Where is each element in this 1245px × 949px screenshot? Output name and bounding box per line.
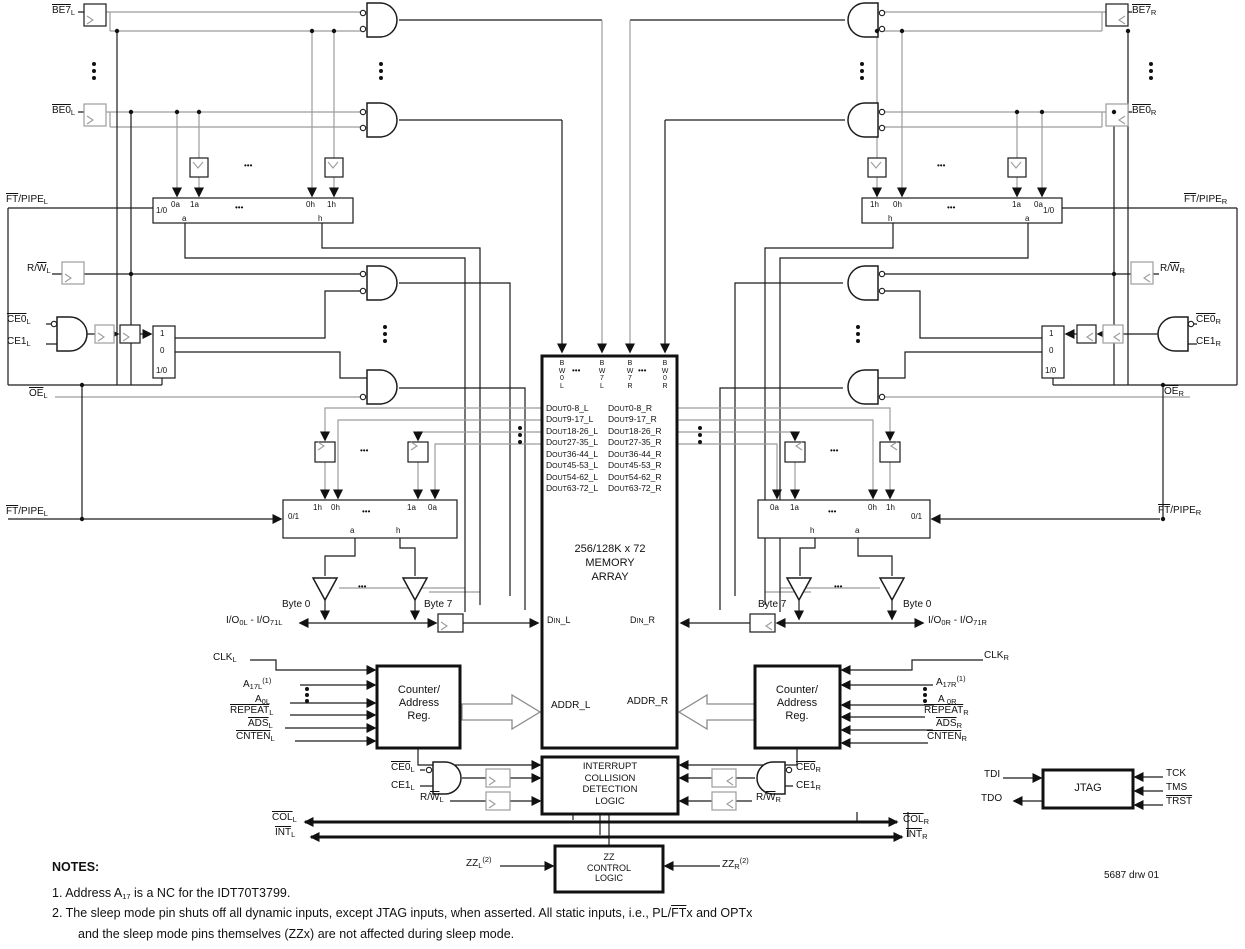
- reg-port: •••: [235, 203, 244, 212]
- intr-label: $\overline{INT}_R$: [906, 829, 928, 841]
- byte7-left-label: Byte 7: [424, 599, 453, 610]
- counter-left-text: Counter/ Address Reg.: [397, 684, 441, 722]
- note-1: 1. Address A17 is a NC for the IDT70T3799.: [52, 886, 291, 901]
- dout-row: DOUT63-72_R: [608, 483, 662, 493]
- memory-array-title: 256/128K x 72 MEMORY ARRAY: [574, 543, 646, 583]
- addr-r-label: ADDR_R: [627, 696, 669, 707]
- note-2-line-2: and the sleep mode pins themselves (ZZx) are not affected during sleep mode.: [78, 927, 515, 941]
- zzr-label: $ZZ_R^{(2)}$: [722, 856, 749, 871]
- mux-port: 0: [1049, 346, 1054, 355]
- ce0r-int-label: $CE0_R$: [796, 762, 821, 774]
- dout-row: DOUT18-26_L: [546, 426, 599, 436]
- ce1l-int-label: $CE1_L$: [391, 780, 415, 792]
- clkl-label: $CLK_L$: [213, 652, 237, 664]
- tri-dots-left: •••: [358, 582, 367, 591]
- be7l-label: $BE7_L$: [52, 5, 76, 17]
- reg-port: a: [1025, 214, 1030, 223]
- ce0l-label: $CE0_L$: [7, 314, 31, 326]
- cntenl-label: $CNTEN_L$: [236, 731, 275, 743]
- reg-port: h: [318, 214, 323, 223]
- mux-port: 1: [1049, 329, 1054, 338]
- reg-port: 0h: [868, 503, 877, 512]
- reg-port: h: [810, 526, 815, 535]
- reg-port: 1h: [886, 503, 895, 512]
- vbox-dots-right: •••: [937, 161, 946, 170]
- dout-row: DOUT0-8_R: [608, 403, 653, 413]
- bw7r-label: B W 7 R: [626, 360, 634, 390]
- ft-pipel-bottom-label: $\overline{FT}/PIPE_L$: [6, 506, 48, 518]
- mux-port: 1/0: [156, 366, 168, 375]
- be7r-label: $BE7_R$: [1132, 5, 1157, 17]
- dout-row: DOUT45-53_R: [608, 460, 662, 470]
- addr-l-label: ADDR_L: [551, 700, 591, 711]
- bw-dots-left: •••: [572, 366, 581, 375]
- dout-row: DOUT54-62_L: [546, 472, 599, 482]
- reg-port: 1a: [190, 200, 199, 209]
- reg-port: •••: [828, 507, 837, 516]
- reg-port: 0h: [306, 200, 315, 209]
- bw0l-label: B W 0 L: [558, 360, 566, 390]
- reg-port: 0/1: [911, 512, 923, 521]
- reg-port: 0a: [1034, 200, 1043, 209]
- repeatl-label: $REPEAT_L$: [230, 705, 274, 717]
- mux-port: 1: [160, 329, 165, 338]
- mux-port: 1/0: [1045, 366, 1057, 375]
- din-r-label: DIN_R: [630, 615, 656, 625]
- rwl-label: $R/\overline{W}_L$: [27, 263, 51, 275]
- dout-row: DOUT27-35_R: [608, 437, 662, 447]
- readlatch-dots-right: •••: [830, 446, 839, 455]
- din-l-label: DIN_L: [547, 615, 571, 625]
- bw-dots-right: •••: [638, 366, 647, 375]
- dout-row: DOUT54-62_R: [608, 472, 662, 482]
- tri-dots-right: •••: [834, 582, 843, 591]
- tck-label: TCK: [1166, 768, 1186, 779]
- reg-port: •••: [947, 203, 956, 212]
- oer-label: $\overline{OE}_R$: [1164, 386, 1184, 398]
- reg-port: 0h: [331, 503, 340, 512]
- bw0r-label: B W 0 R: [661, 360, 669, 390]
- zz-control-text: ZZ CONTROL LOGIC: [586, 852, 631, 883]
- mux-port: 0: [160, 346, 165, 355]
- trst-label: TRST: [1166, 796, 1193, 807]
- reg-port: •••: [362, 507, 371, 516]
- reg-port: h: [888, 214, 893, 223]
- reg-port: 1a: [790, 503, 799, 512]
- reg-port: 1h: [870, 200, 879, 209]
- byte0-left-label: Byte 0: [282, 599, 311, 610]
- drawing-number: 5687 drw 01: [1104, 870, 1160, 881]
- reg-port: 0h: [893, 200, 902, 209]
- reg-port: 1a: [1012, 200, 1021, 209]
- io-right-label: $I/O_{0R} - I/O_{71R}$: [928, 615, 987, 627]
- adsr-label: $\overline{ADS}_R$: [936, 718, 962, 730]
- a17r-label: $A_{17R}^{(1)}$: [936, 674, 966, 689]
- note-2-line-1: 2. The sleep mode pin shuts off all dynamic inputs, except JTAG inputs, when asserted. All static inputs, i.e., $PL/\overline{FT}x$ and OPTx: [52, 906, 753, 920]
- ce0l-int-label: $CE0_L$: [391, 762, 415, 774]
- reg-port: a: [182, 214, 187, 223]
- rwl-int-label: $R/\overline{W}_L$: [420, 792, 444, 804]
- coll-label: $\overline{COL}_L$: [272, 812, 297, 824]
- reg-port: 1h: [327, 200, 336, 209]
- ft-pipel-top-label: $\overline{FT}/PIPE_L$: [6, 194, 48, 206]
- dout-row: DOUT18-26_R: [608, 426, 662, 436]
- zzl-label: $ZZ_L^{(2)}$: [466, 855, 492, 870]
- be0r-label: $BE0_R$: [1132, 105, 1157, 117]
- colr-label: $\overline{COL}_R$: [903, 814, 929, 826]
- dout-row: DOUT9-17_R: [608, 414, 657, 424]
- ce0r-label: $CE0_R$: [1196, 314, 1221, 326]
- bw7l-label: B W 7 L: [598, 360, 606, 390]
- a0r-label: A $_{0R}$: [938, 694, 957, 706]
- intl-label: $\overline{INT}_L$: [275, 827, 296, 839]
- interrupt-text: INTERRUPT COLLISION DETECTION LOGIC: [582, 761, 638, 807]
- dout-row: DOUT27-35_L: [546, 437, 599, 447]
- dout-row: DOUT0-8_L: [546, 403, 589, 413]
- ce1r-label: $CE1_R$: [1196, 336, 1221, 348]
- dout-row: DOUT9-17_L: [546, 414, 594, 424]
- ce1r-int-label: $CE1_R$: [796, 780, 821, 792]
- tdi-label: TDI: [984, 769, 1001, 780]
- ft-piper-top-label: $\overline{FT}/PIPE_R$: [1184, 194, 1228, 206]
- ft-piper-bottom-label: $\overline{FT}/PIPE_R$: [1158, 505, 1202, 517]
- readlatch-dots-left: •••: [360, 446, 369, 455]
- oel-label: $\overline{OE}_L$: [29, 388, 48, 400]
- rwr-label: $R/\overline{W}_R$: [1160, 263, 1185, 275]
- reg-port: 1a: [407, 503, 416, 512]
- byte7-right-label: Byte 7: [758, 599, 787, 610]
- a0l-label: $A_{0L}$: [255, 694, 271, 706]
- dout-row: DOUT45-53_L: [546, 460, 599, 470]
- ce1l-label: $CE1_L$: [7, 336, 31, 348]
- a17l-label: $A_{17L}^{(1)}$: [243, 676, 272, 691]
- reg-port: 0/1: [288, 512, 300, 521]
- adsl-label: $\overline{ADS}_L$: [248, 718, 273, 730]
- reg-port: a: [855, 526, 860, 535]
- reg-port: 0a: [770, 503, 779, 512]
- dout-row: DOUT36-44_R: [608, 449, 662, 459]
- repeatr-label: $REPEAT_R$: [924, 705, 969, 717]
- dout-row: DOUT36-44_L: [546, 449, 599, 459]
- reg-port: 1h: [313, 503, 322, 512]
- rwr-int-label: $R/\overline{W}_R$: [756, 792, 781, 804]
- byte0-right-label: Byte 0: [903, 599, 932, 610]
- jtag-text: JTAG: [1074, 782, 1102, 794]
- vbox-dots-left: •••: [244, 161, 253, 170]
- counter-right-text: Counter/ Address Reg.: [775, 684, 819, 722]
- dout-row: DOUT63-72_L: [546, 483, 599, 493]
- reg-port: 1/0: [156, 206, 168, 215]
- tdo-label: TDO: [981, 793, 1003, 804]
- clkr-label: $CLK_R$: [984, 650, 1009, 662]
- reg-port: a: [350, 526, 355, 535]
- cntenr-label: $CNTEN_R$: [927, 731, 967, 743]
- reg-port: 0a: [428, 503, 437, 512]
- notes-heading: NOTES:: [52, 860, 100, 874]
- reg-port: 1/0: [1043, 206, 1055, 215]
- reg-port: h: [396, 526, 401, 535]
- tms-label: TMS: [1166, 782, 1188, 793]
- io-left-label: $I/O_{0L} - I/O_{71L}$: [226, 615, 283, 627]
- be0l-label: $BE0_L$: [52, 105, 76, 117]
- reg-port: 0a: [171, 200, 180, 209]
